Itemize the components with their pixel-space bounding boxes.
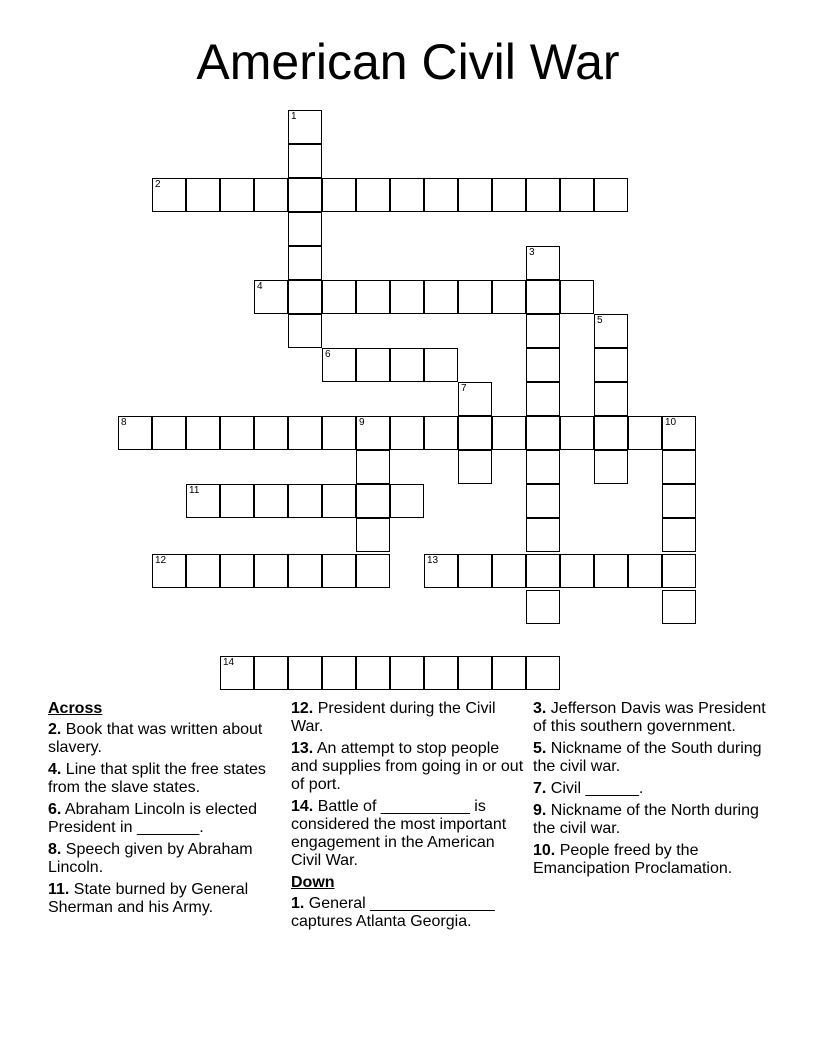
clue-number: 11. — [48, 881, 70, 898]
grid-cell[interactable] — [662, 518, 696, 552]
cell-number: 1 — [291, 111, 297, 122]
grid-cell[interactable] — [152, 178, 186, 212]
grid-cell[interactable] — [594, 314, 628, 348]
grid-cell[interactable] — [458, 178, 492, 212]
clue-text: Speech given by Abraham Lincoln. — [48, 841, 253, 876]
grid-cell[interactable] — [220, 554, 254, 588]
grid-cell[interactable] — [526, 246, 560, 280]
cell-number: 11 — [189, 485, 200, 496]
clue-text: State burned by General Sherman and his Army. — [48, 881, 249, 916]
grid-cell[interactable] — [594, 554, 628, 588]
clue-across-11 — [48, 881, 278, 917]
grid-cell[interactable] — [458, 656, 492, 690]
grid-cell[interactable] — [322, 656, 356, 690]
grid-cell[interactable] — [662, 484, 696, 518]
grid-cell[interactable] — [662, 416, 696, 450]
grid-cell[interactable] — [458, 416, 492, 450]
clue-text: Nickname of the South during the civil war. — [533, 740, 762, 775]
clue-number: 7. — [533, 780, 547, 797]
grid-cell[interactable] — [458, 280, 492, 314]
grid-cell[interactable] — [628, 416, 662, 450]
grid-cell[interactable] — [526, 416, 560, 450]
clue-number: 9. — [533, 802, 547, 819]
clue-text: People freed by the Emancipation Proclamation. — [533, 842, 733, 877]
cell-number: 9 — [359, 417, 365, 428]
grid-cell[interactable] — [458, 450, 492, 484]
clue-number: 2. — [48, 721, 62, 738]
grid-cell[interactable] — [220, 484, 254, 518]
clue-down-3 — [533, 700, 773, 736]
grid-cell[interactable] — [288, 280, 322, 314]
grid-cell[interactable] — [526, 518, 560, 552]
clue-text: General ______________ captures Atlanta Georgia. — [291, 895, 495, 930]
grid-cell[interactable] — [118, 416, 152, 450]
clue-number: 4. — [48, 761, 62, 778]
cell-number: 13 — [427, 555, 439, 566]
clues-column-2 — [291, 700, 527, 935]
grid-cell[interactable] — [356, 484, 390, 518]
grid-cell[interactable] — [254, 416, 288, 450]
clue-text: Civil ______. — [546, 780, 644, 797]
grid-cell[interactable] — [424, 280, 458, 314]
grid-cell[interactable] — [356, 450, 390, 484]
grid-cell[interactable] — [526, 450, 560, 484]
grid-cell[interactable] — [390, 416, 424, 450]
grid-cell[interactable] — [322, 416, 356, 450]
grid-cell[interactable] — [152, 416, 186, 450]
grid-cell[interactable] — [526, 348, 560, 382]
grid-cell[interactable] — [288, 484, 322, 518]
clue-text: Nickname of the North during the civil war. — [533, 802, 759, 837]
down-heading: Down — [291, 874, 335, 891]
cell-number: 4 — [257, 281, 263, 292]
grid-cell[interactable] — [288, 246, 322, 280]
grid-cell[interactable] — [594, 450, 628, 484]
clues-column-3 — [533, 700, 773, 882]
grid-cell[interactable] — [458, 382, 492, 416]
grid-cell[interactable] — [220, 178, 254, 212]
grid-cell[interactable] — [220, 656, 254, 690]
cell-number: 8 — [121, 417, 127, 428]
grid-cell[interactable] — [356, 518, 390, 552]
grid-cell[interactable] — [526, 178, 560, 212]
grid-cell[interactable] — [424, 656, 458, 690]
clue-text: Battle of __________ is considered the most important engagement in the American Civil War. — [291, 798, 507, 869]
grid-cell[interactable] — [356, 178, 390, 212]
clues-column-1 — [48, 700, 278, 921]
grid-cell[interactable] — [288, 144, 322, 178]
grid-cell[interactable] — [390, 280, 424, 314]
grid-cell[interactable] — [492, 416, 526, 450]
grid-cell[interactable] — [288, 314, 322, 348]
grid-cell[interactable] — [254, 178, 288, 212]
grid-cell[interactable] — [526, 280, 560, 314]
grid-cell[interactable] — [526, 382, 560, 416]
grid-cell[interactable] — [254, 280, 288, 314]
grid-cell[interactable] — [186, 484, 220, 518]
cell-number: 2 — [155, 179, 161, 190]
clue-across-4 — [48, 761, 278, 797]
clue-down-5 — [533, 740, 773, 776]
grid-cell[interactable] — [288, 178, 322, 212]
grid-cell[interactable] — [356, 348, 390, 382]
grid-cell[interactable] — [526, 590, 560, 624]
clue-across-6 — [48, 801, 278, 837]
grid-cell[interactable] — [594, 178, 628, 212]
grid-cell[interactable] — [492, 554, 526, 588]
grid-cell[interactable] — [322, 554, 356, 588]
grid-cell[interactable] — [492, 280, 526, 314]
grid-cell[interactable] — [424, 178, 458, 212]
grid-cell[interactable] — [390, 484, 424, 518]
clue-across-2 — [48, 721, 278, 757]
grid-cell[interactable] — [254, 656, 288, 690]
cell-number: 7 — [461, 383, 467, 394]
clue-across-8 — [48, 841, 278, 877]
grid-cell[interactable] — [186, 416, 220, 450]
cell-number: 12 — [155, 555, 167, 566]
cell-number: 14 — [223, 657, 235, 668]
grid-cell[interactable] — [390, 348, 424, 382]
grid-cell[interactable] — [628, 554, 662, 588]
grid-cell[interactable] — [424, 554, 458, 588]
grid-cell[interactable] — [254, 554, 288, 588]
cell-number: 6 — [325, 349, 331, 360]
cell-number: 5 — [597, 315, 603, 326]
clue-number: 1. — [291, 895, 305, 912]
grid-cell[interactable] — [526, 656, 560, 690]
grid-cell[interactable] — [560, 554, 594, 588]
clue-number: 10. — [533, 842, 556, 859]
grid-cell[interactable] — [594, 348, 628, 382]
clue-down-1 — [291, 895, 527, 931]
cell-number: 3 — [529, 247, 535, 258]
grid-cell[interactable] — [594, 416, 628, 450]
grid-cell[interactable] — [390, 656, 424, 690]
clue-across-12 — [291, 700, 527, 736]
grid-cell[interactable] — [492, 656, 526, 690]
grid-cell[interactable] — [186, 178, 220, 212]
grid-cell[interactable] — [186, 554, 220, 588]
grid-cell[interactable] — [526, 554, 560, 588]
grid-cell[interactable] — [662, 590, 696, 624]
clue-text: Jefferson Davis was President of this southern government. — [533, 700, 766, 735]
grid-cell[interactable] — [322, 348, 356, 382]
grid-cell[interactable] — [390, 178, 424, 212]
grid-cell[interactable] — [662, 554, 696, 588]
clue-number: 12. — [291, 700, 314, 717]
grid-cell[interactable] — [288, 110, 322, 144]
cell-number: 10 — [665, 417, 677, 428]
clue-across-14 — [291, 798, 527, 870]
across-heading: Across — [48, 700, 103, 717]
grid-cell[interactable] — [356, 656, 390, 690]
clue-across-13 — [291, 740, 527, 794]
grid-cell[interactable] — [322, 484, 356, 518]
grid-cell[interactable] — [322, 280, 356, 314]
clue-text: Book that was written about slavery. — [48, 721, 263, 756]
grid-cell[interactable] — [322, 178, 356, 212]
grid-cell[interactable] — [662, 450, 696, 484]
grid-cell[interactable] — [594, 382, 628, 416]
clue-number: 5. — [533, 740, 547, 757]
clue-down-9 — [533, 802, 773, 838]
clue-number: 13. — [291, 740, 314, 757]
clue-text: Line that split the free states from the slave states. — [48, 761, 266, 796]
grid-cell[interactable] — [526, 314, 560, 348]
grid-cell[interactable] — [560, 416, 594, 450]
clue-down-7 — [533, 780, 773, 798]
clue-number: 3. — [533, 700, 547, 717]
page-title: American Civil War — [196, 34, 620, 90]
clue-number: 14. — [291, 798, 314, 815]
clue-down-10 — [533, 842, 773, 878]
grid-cell[interactable] — [458, 554, 492, 588]
grid-cell[interactable] — [424, 416, 458, 450]
clue-text: President during the Civil War. — [291, 700, 496, 735]
grid-cell[interactable] — [424, 348, 458, 382]
grid-cell[interactable] — [526, 484, 560, 518]
grid-cell[interactable] — [356, 280, 390, 314]
clue-text: An attempt to stop people and supplies from going in or out of port. — [291, 740, 524, 793]
clue-number: 8. — [48, 841, 62, 858]
grid-cell[interactable] — [356, 554, 390, 588]
grid-cell[interactable] — [560, 280, 594, 314]
grid-cell[interactable] — [152, 554, 186, 588]
grid-cell[interactable] — [288, 212, 322, 246]
grid-cell[interactable] — [356, 416, 390, 450]
clue-number: 6. — [48, 801, 62, 818]
grid-cell[interactable] — [288, 554, 322, 588]
clue-text: Abraham Lincoln is elected President in _______. — [48, 801, 258, 836]
grid-cell[interactable] — [254, 484, 288, 518]
grid-cell[interactable] — [288, 416, 322, 450]
grid-cell[interactable] — [492, 178, 526, 212]
grid-cell[interactable] — [288, 656, 322, 690]
grid-cell[interactable] — [560, 178, 594, 212]
grid-cell[interactable] — [220, 416, 254, 450]
